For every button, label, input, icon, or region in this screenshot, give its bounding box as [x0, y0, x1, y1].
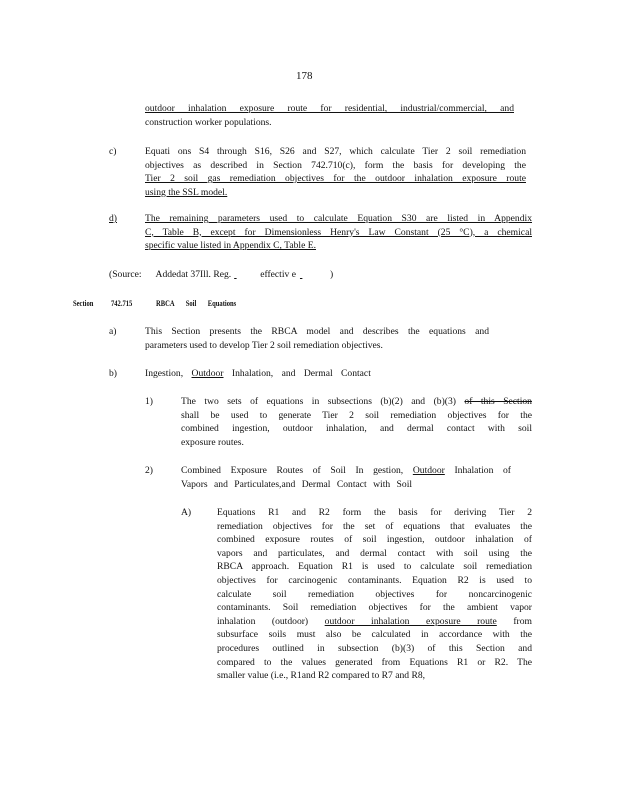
- item-c-label: c): [109, 146, 117, 157]
- item-b2-label: 2): [145, 465, 153, 476]
- item-b2-heading: [181, 464, 511, 491]
- item-b2-line-1: [181, 464, 511, 478]
- item-c-line-3: Tier 2 soil gas remediation objectives for the outdoor inhalation exposure route: [145, 173, 526, 185]
- item-b2A-line-7: calculate soil remediation objectives for noncarcinogenic: [217, 588, 532, 600]
- item-d-line-2: C, Table B, except for Dimensionless Henry's Law Constant (25 °C), a chemical: [145, 226, 532, 238]
- item-b2A-line-6: objectives for carcinogenic contaminants. Equation R2 is used to: [217, 574, 532, 586]
- item-b1-struck-text: of this Section: [464, 396, 532, 407]
- section-title: RBCA Soil Equations: [156, 299, 237, 308]
- item-b2-outdoor: Outdoor: [412, 465, 445, 476]
- item-b2A-line-4: vapors and particulates, and dermal contact with soil using the: [217, 547, 532, 559]
- item-c-line-2: objectives as described in Section 742.710(c), form the basis for developing the: [145, 159, 526, 171]
- item-b2A-line-9-after: from: [513, 615, 532, 627]
- item-a-line-1: This Section presents the RBCA model and describes the equations and: [145, 326, 489, 337]
- item-b2A-label: A): [181, 507, 192, 518]
- item-b1-line-1: [181, 395, 532, 409]
- item-c-line-1: Equati ons S4 through S16, S26 and S27, which calculate Tier 2 soil remediation: [145, 146, 526, 157]
- item-b2A-line-3: combined exposure routes of soil ingestion, outdoor inhalation of: [217, 534, 532, 546]
- item-b2-line-1-after: Inhalation of: [454, 465, 511, 476]
- item-b2A-line-10: subsurface soils must also be calculated in accordance with the: [217, 629, 532, 641]
- section-word: Section: [73, 299, 94, 308]
- item-b2A-line-5: RBCA approach. Equation R1 is used to calculate soil remediation: [217, 561, 532, 573]
- intro-line-2: construction worker populations.: [145, 116, 272, 128]
- page-number: 178: [296, 70, 313, 82]
- item-b2A-line-9-before: inhalation (outdoor): [217, 615, 309, 627]
- item-b1-paragraph: [181, 395, 532, 449]
- section-number: 742.715: [111, 299, 133, 308]
- item-b2A-line-1: Equations R1 and R2 form the basis for deriving Tier 2: [217, 507, 532, 518]
- item-a-line-2: parameters used to develop Tier 2 soil remediation objectives.: [145, 339, 383, 351]
- item-b2A-line-8: contaminants. Soil remediation objectives for the ambient vapor: [217, 602, 532, 614]
- item-c-paragraph: [145, 145, 526, 199]
- source-effective: effectiv e: [260, 269, 296, 280]
- item-b1-line-4: exposure routes.: [181, 436, 244, 448]
- source-note: [109, 268, 333, 282]
- item-d-label: d): [109, 213, 117, 224]
- item-b2A-line-9-underlined: outdoor inhalation exposure route: [324, 615, 497, 627]
- item-b-label: b): [109, 368, 117, 379]
- item-b2-line-2: Vapors and Particulates,and Dermal Contact with Soil: [181, 478, 413, 490]
- item-b-outdoor: Outdoor: [191, 368, 224, 379]
- item-d-line-1: The remaining parameters used to calculate Equation S30 are listed in Appendix: [145, 213, 532, 224]
- item-b2A-line-11: procedures outlined in subsection (b)(3) of this Section and: [217, 642, 532, 654]
- item-b2A-line-9: [217, 615, 532, 629]
- item-a-label: a): [109, 326, 117, 337]
- item-b2A-paragraph: [217, 506, 532, 683]
- item-c-line-4: using the SSL model.: [145, 186, 228, 198]
- source-blank-1: [234, 268, 260, 282]
- item-b1-label: 1): [145, 396, 153, 407]
- item-b2A-line-12: compared to the values generated from Equations R1 or R2. The: [217, 656, 532, 668]
- item-d-paragraph: [145, 212, 532, 253]
- intro-paragraph: [145, 102, 514, 129]
- item-b1-line-3: combined ingestion, outdoor inhalation, and dermal contact with soil: [181, 423, 532, 435]
- source-mid: Addedat 37Ill. Reg.: [155, 269, 232, 280]
- source-prefix: (Source:: [109, 269, 142, 280]
- item-b2A-line-2: remediation objectives for the set of equations that evaluates the: [217, 520, 532, 532]
- source-blank-2: [300, 268, 330, 282]
- item-b2A-line-13: smaller value (i.e., R1and R2 compared to R7 and R8,: [217, 670, 426, 682]
- item-b2-line-1-before: Combined Exposure Routes of Soil In gestion,: [181, 465, 404, 476]
- item-d-line-3: specific value listed in Appendix C, Table E.: [145, 240, 317, 252]
- intro-line-1: outdoor inhalation exposure route for residential, industrial/commercial, and: [145, 103, 514, 114]
- source-close: ): [329, 269, 334, 280]
- item-b1-line-2: shall be used to generate Tier 2 soil remediation objectives for the: [181, 409, 532, 421]
- item-b-text-after: Inhalation, and Dermal Contact: [231, 368, 371, 379]
- item-b1-line-1-main: The two sets of equations in subsections (b)(2) and (b)(3): [181, 396, 456, 407]
- item-b-text-before: Ingestion,: [145, 368, 184, 379]
- item-a-paragraph: [145, 325, 489, 352]
- item-b-heading: [145, 367, 371, 381]
